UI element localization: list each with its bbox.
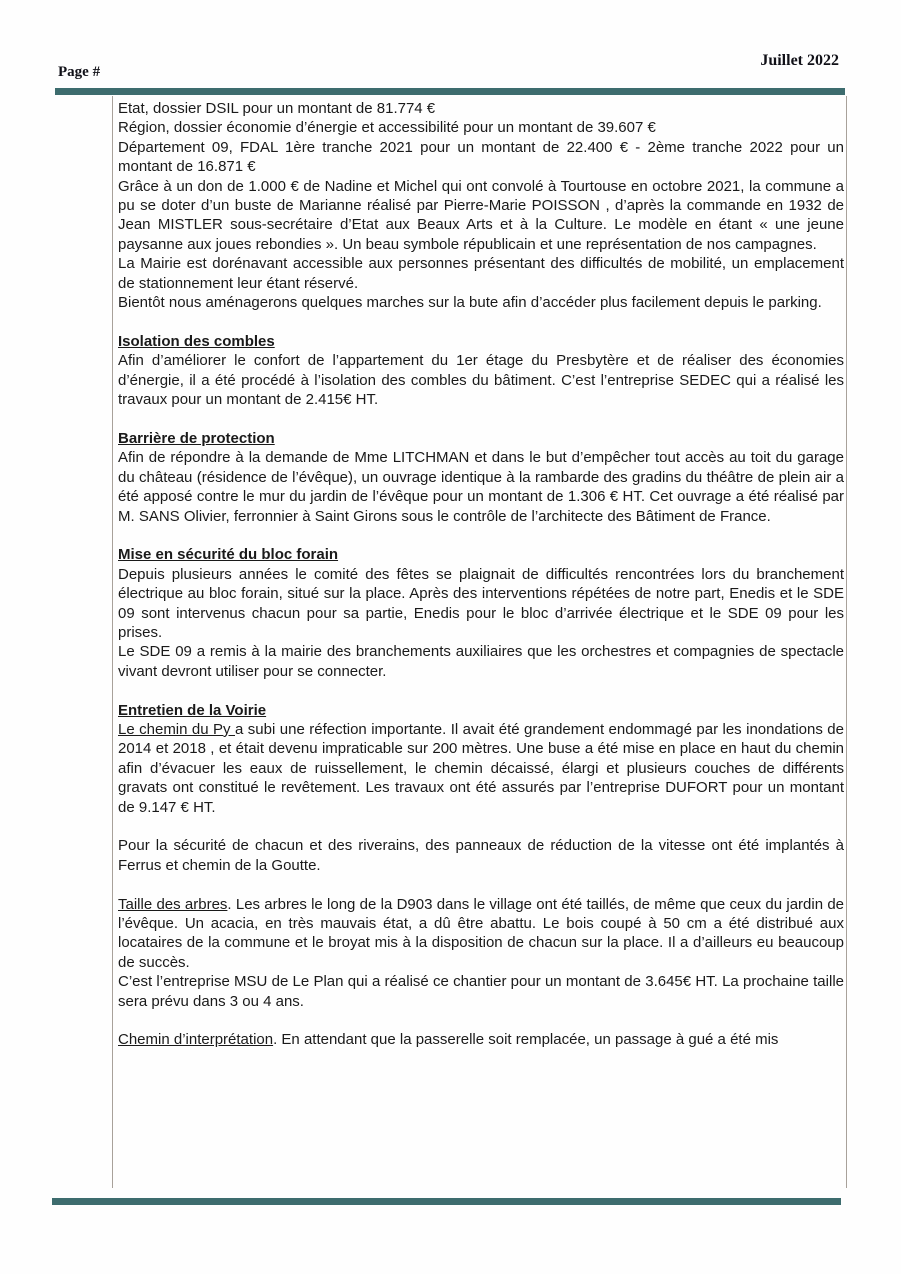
paragraph [118, 972, 844, 1011]
text-run: . En attendant que la passerelle soit remplacée, un passage à gué a été mis [273, 1031, 779, 1049]
text-run: Etat, dossier DSIL pour un montant de 81.774 € [118, 100, 436, 117]
paragraph [118, 177, 844, 255]
blank-line [118, 312, 844, 331]
paragraph [118, 254, 844, 293]
text-run: Grâce à un don de 1.000 € de Nadine et Michel qui ont convolé à Tourtouse en octobre 2021, la commune a pu se doter d’un buste de Marianne réalisé par Pierre-Marie POISSON , d’après la commande en 1932 de Jean MISTLER sous-secrétaire d’Etat aux Beaux Arts et à la Culture. Le modèle en étant « une jeune paysanne aux joues rebondies ». Un beau symbole républicain et une représentation de nos campagnes. [118, 177, 844, 253]
paragraph [118, 351, 844, 409]
section-heading [118, 545, 844, 564]
blank-line [118, 875, 844, 894]
text-run: Isolation des combles [118, 332, 275, 350]
paragraph [118, 448, 844, 526]
bottom-rule [52, 1198, 841, 1205]
text-run: Département 09, FDAL 1ère tranche 2021 pour un montant de 22.400 € - 2ème tranche 2022 pour un montant de 16.871 € [118, 138, 844, 176]
paragraph [118, 293, 844, 312]
blank-line [118, 526, 844, 545]
blank-line [118, 681, 844, 700]
section-heading [118, 429, 844, 448]
right-border-line [846, 96, 847, 1188]
text-run: Bientôt nous aménagerons quelques marches sur la bute afin d’accéder plus facilement depuis le parking. [118, 294, 822, 312]
paragraph [118, 118, 844, 137]
text-run: Pour la sécurité de chacun et des riverains, des panneaux de réduction de la vitesse ont été implantés à Ferrus et chemin de la Goutte. [118, 837, 844, 874]
section-heading [118, 332, 844, 351]
document-body [118, 99, 844, 1050]
text-run: Afin de répondre à la demande de Mme LITCHMAN et dans le but d’empêcher tout accès au toit du garage du château (résidence de l’évêque), un ouvrage identique à la rambarde des gradins du théâtre de plein air a été apposé contre le mur du jardin de l’évêque pour un montant de 1.306 € HT. Cet ouvrage a été réalisé par M. SANS Olivier, ferronnier à Saint Girons sous le contrôle de l’architecte des Bâtiment de France. [118, 449, 844, 525]
paragraph [118, 720, 844, 817]
text-run: La Mairie est dorénavant accessible aux personnes présentant des difficultés de mobilité, un emplacement de stationnement leur étant réservé. [118, 255, 844, 292]
text-run: Afin d’améliorer le confort de l’appartement du 1er étage du Presbytère et de réaliser des économies d’énergie, il a été procédé à l’isolation des combles du bâtiment. C’est l’entreprise SEDEC qui a réalisé les travaux pour un montant de 2.415€ HT. [118, 352, 844, 409]
text-run: Région, dossier économie d’énergie et accessibilité pour un montant de 39.607 € [118, 119, 656, 137]
paragraph [118, 565, 844, 643]
paragraph [118, 138, 844, 177]
text-run: C’est l’entreprise MSU de Le Plan qui a réalisé ce chantier pour un montant de 3.645€ HT. La prochaine taille sera prévu dans 3 ou 4 ans. [118, 973, 844, 1010]
text-run: . Les arbres le long de la D903 dans le village ont été taillés, de même que ceux du jardin de l’évêque. Un acacia, en très mauvais état, a dû être abattu. Le bois coupé à 50 cm a été distribué aux locataires de la commune et le broyat mis à la disposition de chacun sur la place. Il a d’ailleurs eu beaucoup de succès. [118, 895, 844, 971]
text-run: Depuis plusieurs années le comité des fêtes se plaignait de difficultés rencontrées lors du branchement électrique au bloc forain, situé sur la place. Après des interventions répétées de notre part, Enedis et le SDE 09 sont intervenus chacun pour sa partie, Enedis pour le bloc d’arrivée électrique et le SDE 09 pour les prises. [118, 565, 844, 641]
top-rule [55, 88, 845, 95]
text-run: Mise en sécurité du bloc forain [118, 546, 339, 564]
paragraph [118, 836, 844, 875]
text-run: Barrière de protection [118, 429, 275, 447]
date-label: Juillet 2022 [760, 52, 839, 69]
blank-line [118, 409, 844, 428]
left-border-line [112, 96, 113, 1188]
text-run: a subi une réfection importante. Il avait été grandement endommagé par les inondations de 2014 et 2018 , et était devenu impraticable sur 200 mètres. Une buse a été mise en place en haut du chemin afin d’évacuer les eaux de ruissellement, le chemin décaissé, élargi et plusieurs couches de différents gravats ont constitué le revêtement. Les travaux ont été assurés par l’entreprise DUFORT pour un montant de 9.147 € HT. [118, 720, 844, 816]
text-run: Le SDE 09 a remis à la mairie des branchements auxiliaires que les orchestres et compagnies de spectacle vivant devront utiliser pour se connecter. [118, 643, 844, 680]
paragraph [118, 1030, 844, 1049]
paragraph [118, 642, 844, 681]
blank-line [118, 817, 844, 836]
paragraph [118, 895, 844, 973]
paragraph [118, 99, 844, 118]
page-number-label: Page # [58, 64, 101, 80]
section-heading [118, 701, 844, 720]
underlined-text-run: Chemin d’interprétation [118, 1031, 274, 1049]
text-run: Entretien de la Voirie [118, 701, 267, 719]
underlined-text-run: Taille des arbres [118, 895, 228, 913]
underlined-text-run: Le chemin du Py [118, 720, 236, 738]
blank-line [118, 1011, 844, 1030]
